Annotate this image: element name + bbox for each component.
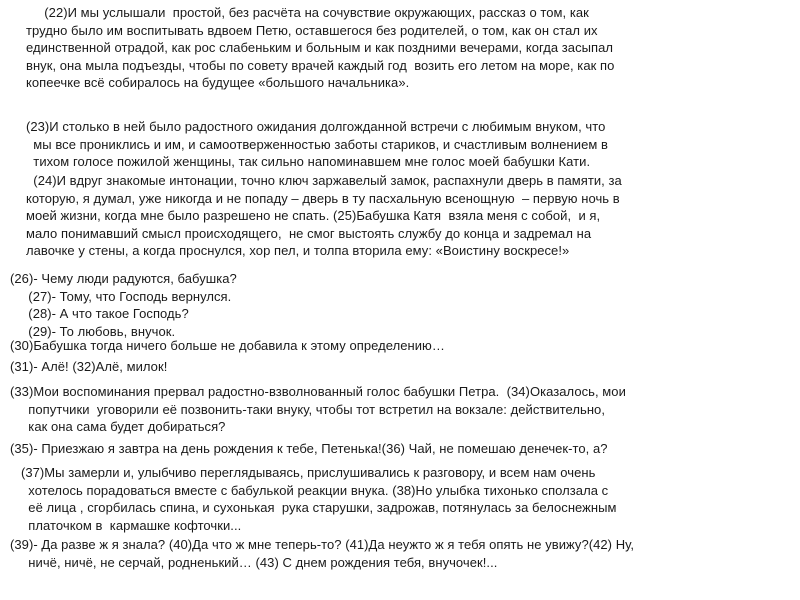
text-line: как она сама будет добираться?	[10, 419, 226, 434]
text-line: (31)- Алё! (32)Алё, милок!	[10, 359, 168, 374]
paragraph-30	[10, 337, 445, 355]
text-line: (35)- Приезжаю я завтра на день рождения к тебе, Петенька!(36) Чай, не помешаю денечек-то, а?	[10, 441, 608, 456]
text-line: (29)- То любовь, внучок.	[10, 323, 176, 339]
text-line: (27)- Тому, что Господь вернулся.	[10, 288, 232, 304]
text-line: ничё, ничё, не серчай, родненький… (43) С днем рождения тебя, внучочек!...	[10, 554, 498, 570]
text-line: (26)- Чему люди радуются, бабушка?	[10, 271, 237, 286]
text-line: её лица , сгорбилась спина, и сухонькая рука старушки, задрожав, потянулась за белоснежным	[10, 500, 617, 515]
text-line: попутчики уговорили её позвонить-таки внуку, чтобы тот встретил на вокзале: действительно,	[10, 401, 605, 417]
text-line: (28)- А что такое Господь?	[10, 306, 189, 321]
text-line: копеечке всё собиралось на будущее «большого начальника».	[15, 75, 410, 90]
paragraph-33	[10, 383, 626, 436]
paragraph-24	[15, 172, 622, 260]
text-line: мы все прониклись и им, и самоотверженностью заботы стариков, и счастливым волнением в	[15, 136, 608, 152]
text-line: (30)Бабушка тогда ничего больше не добавила к этому определению…	[10, 338, 445, 353]
text-line: единственной отрадой, как рос слабеньким и больным и как поздними вечерами, когда засыпал	[15, 40, 614, 55]
text-line: которую, я думал, уже никогда и не попаду – дверь в ту пасхальную всенощную – первую ночь в	[15, 190, 620, 206]
text-line: внук, она мыла подъезды, чтобы по совету врачей каждый год возить его летом на море, как по	[15, 57, 615, 73]
dialogue-26-29	[10, 270, 237, 340]
text-line: платочком в кармашке кофточки...	[10, 517, 242, 533]
text-line: (23)И столько в ней было радостного ожидания долгожданной встречи с любимым внуком, что	[15, 119, 606, 134]
text-line: (39)- Да разве ж я знала? (40)Да что ж мне теперь-то? (41)Да неужто ж я тебя опять не увижу?(42) Ну,	[10, 537, 635, 552]
text-line: мало понимавший смысл происходящего, не смог выстоять службу до конца и задремал на	[15, 225, 592, 241]
text-line: (22)И мы услышали простой, без расчёта на сочувствие окружающих, рассказ о том, как	[15, 5, 589, 20]
paragraph-31	[10, 358, 167, 376]
text-line: трудно было им воспитывать вдвоем Петю, оставшегося без родителей, о том, как он стал их	[15, 22, 598, 38]
text-line: моей жизни, когда мне было разрешено не спать. (25)Бабушка Катя взяла меня с собой, и я,	[15, 208, 601, 223]
paragraph-22	[15, 4, 614, 92]
text-line: (37)Мы замерли и, улыбчиво переглядываясь, прислушивались к разговору, и всем нам очень	[10, 465, 596, 480]
text-line: тихом голосе пожилой женщины, так сильно напоминавшем мне голос моей бабушки Кати.	[15, 154, 591, 169]
paragraph-23	[15, 118, 608, 171]
paragraph-37	[10, 464, 617, 534]
paragraph-39	[10, 536, 634, 571]
text-line: (33)Мои воспоминания прервал радостно-взволнованный голос бабушки Петра. (34)Оказалось, мои	[10, 384, 626, 399]
text-line: лавочке у стены, а когда проснулся, хор пел, и толпа вторила ему: «Воистину воскресе!»	[15, 243, 570, 258]
paragraph-35	[10, 440, 608, 458]
text-line: (24)И вдруг знакомые интонации, точно ключ заржавелый замок, распахнули дверь в памяти, за	[15, 173, 622, 188]
text-line: хотелось порадоваться вместе с бабулькой реакции внука. (38)Но улыбка тихонько сползала с	[10, 482, 609, 498]
